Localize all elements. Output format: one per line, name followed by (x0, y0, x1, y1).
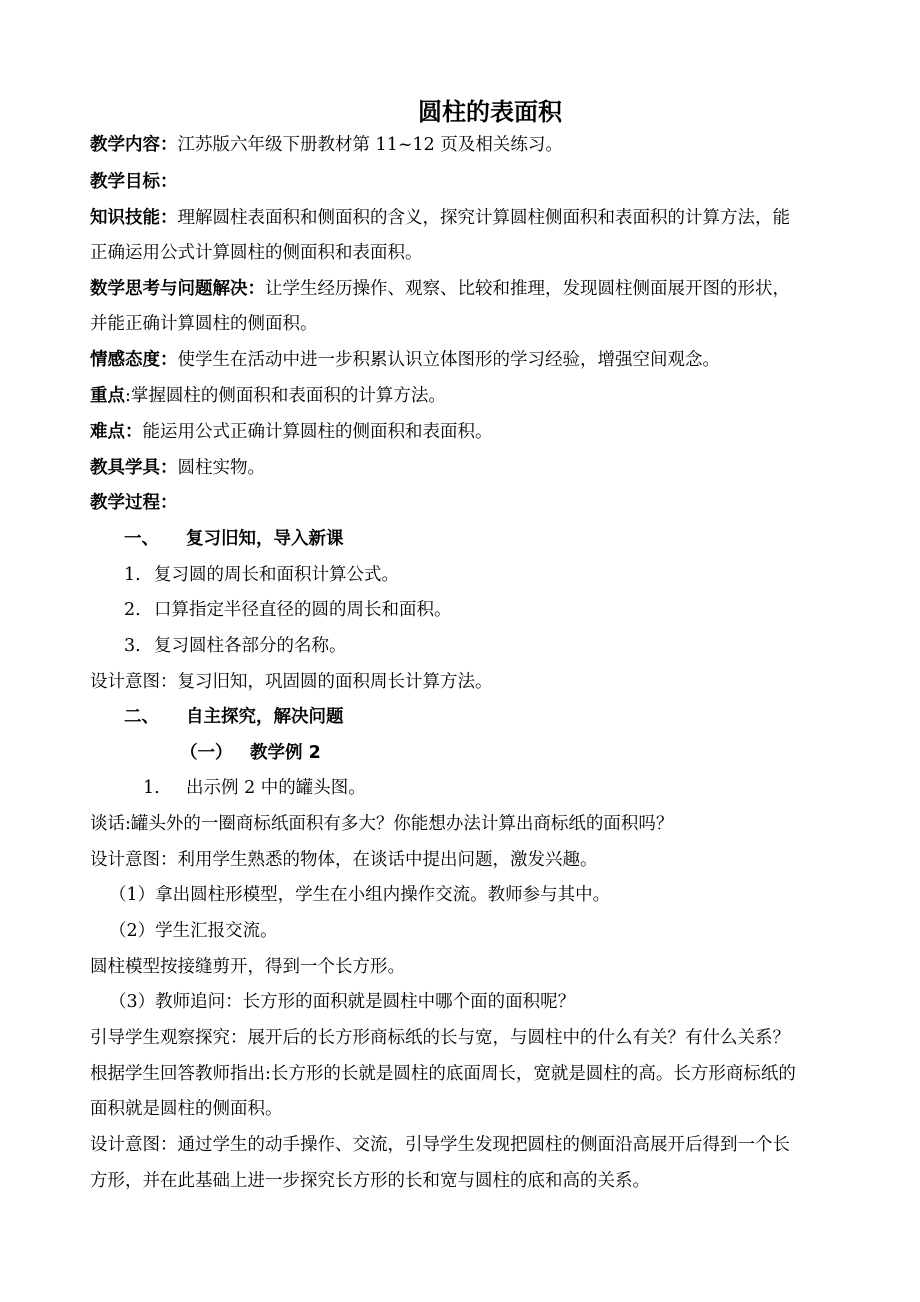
activity-1: （1）拿出圆柱形模型，学生在小组内操作交流。教师参与其中。 (109, 885, 611, 905)
process-label: 教学过程： (90, 493, 178, 513)
key-point (90, 384, 446, 408)
review-item-2-text: 口算指定半径直径的圆的周长和面积。 (154, 600, 452, 620)
answer-text-2: 面积就是圆柱的侧面积。 (90, 1099, 283, 1119)
activity-3: （3）教师追问：长方形的面积就是圆柱中哪个面的面积呢？ (109, 992, 576, 1012)
design-intent-3a: 设计意图：通过学生的动手操作、交流，引导学生发现把圆柱的侧面沿高展开后得到一个长 (90, 1135, 790, 1155)
section-1-title: 复习旧知，导入新课 (186, 529, 344, 549)
thinking (90, 277, 790, 301)
design-intent-3b: 方形，并在此基础上进一步探究长方形的长和宽与圆柱的底和高的关系。 (90, 1171, 650, 1191)
design-intent-2: 设计意图：利用学生熟悉的物体，在谈话中提出问题，激发兴趣。 (90, 850, 598, 870)
subsection-1-number: （一） (180, 743, 233, 763)
attitude-text: 使学生在活动中进一步积累认识立体图形的学习经验，增强空间观念。 (177, 350, 720, 370)
page-title: 圆柱的表面积 (418, 98, 562, 126)
review-item-1-text: 复习圆的周长和面积计算公式。 (154, 565, 399, 585)
knowledge-text-1: 理解圆柱表面积和侧面积的含义，探究计算圆柱侧面积和表面积的计算方法，能 (177, 208, 790, 228)
section-1-number: 一、 (124, 529, 159, 549)
guide-text: 引导学生观察探究：展开后的长方形商标纸的长与宽，与圆柱中的什么有关？有什么关系？ (90, 1028, 790, 1048)
knowledge-label: 知识技能： (90, 208, 178, 228)
design-intent-1: 设计意图：复习旧知，巩固圆的面积周长计算方法。 (90, 672, 493, 692)
thinking-text-1: 让学生经历操作、观察、比较和推理，发现圆柱侧面展开图的形状， (265, 279, 790, 299)
activity-2: （2）学生汇报交流。 (109, 921, 278, 941)
thinking-label: 数学思考与问题解决： (90, 279, 265, 299)
goals-label: 教学目标： (90, 172, 178, 192)
difficulty-label: 难点： (90, 422, 143, 442)
attitude (90, 348, 720, 372)
teaching-content (90, 133, 563, 157)
review-item-3-text: 复习圆柱各部分的名称。 (154, 636, 347, 656)
review-item-2-number: 2. (124, 600, 141, 620)
tools-label: 教具学具： (90, 458, 178, 478)
step-1-text: 出示例 2 中的罐头图。 (186, 778, 366, 798)
section-2-number: 二、 (124, 707, 159, 727)
thinking-text-2: 并能正确计算圆柱的侧面积。 (90, 314, 318, 334)
teaching-content-text: 江苏版六年级下册教材第 11~12 页及相关练习。 (177, 135, 563, 155)
key-label: 重点 (90, 386, 125, 406)
cut-model-text: 圆柱模型按接缝剪开，得到一个长方形。 (90, 957, 405, 977)
difficulty-text: 能运用公式正确计算圆柱的侧面积和表面积。 (142, 422, 493, 442)
tools-text: 圆柱实物。 (177, 458, 265, 478)
section-2-title: 自主探究，解决问题 (186, 707, 344, 727)
key-text: :掌握圆柱的侧面积和表面积的计算方法。 (125, 386, 446, 406)
answer-text-1: 根据学生回答教师指出:长方形的长就是圆柱的底面周长，宽就是圆柱的高。长方形商标纸的 (90, 1064, 796, 1084)
teaching-tools (90, 456, 265, 480)
knowledge-skills (90, 206, 790, 230)
difficulty (90, 420, 493, 444)
talk-text: 谈话:罐头外的一圈商标纸面积有多大？你能想办法计算出商标纸的面积吗？ (90, 814, 674, 834)
knowledge-text-2: 正确运用公式计算圆柱的侧面积和表面积。 (90, 243, 423, 263)
step-1-number: 1. (143, 778, 160, 798)
review-item-1-number: 1. (124, 565, 141, 585)
attitude-label: 情感态度： (90, 350, 178, 370)
teaching-content-label: 教学内容： (90, 135, 178, 155)
review-item-3-number: 3. (124, 636, 141, 656)
subsection-1-title: 教学例 2 (250, 743, 321, 763)
